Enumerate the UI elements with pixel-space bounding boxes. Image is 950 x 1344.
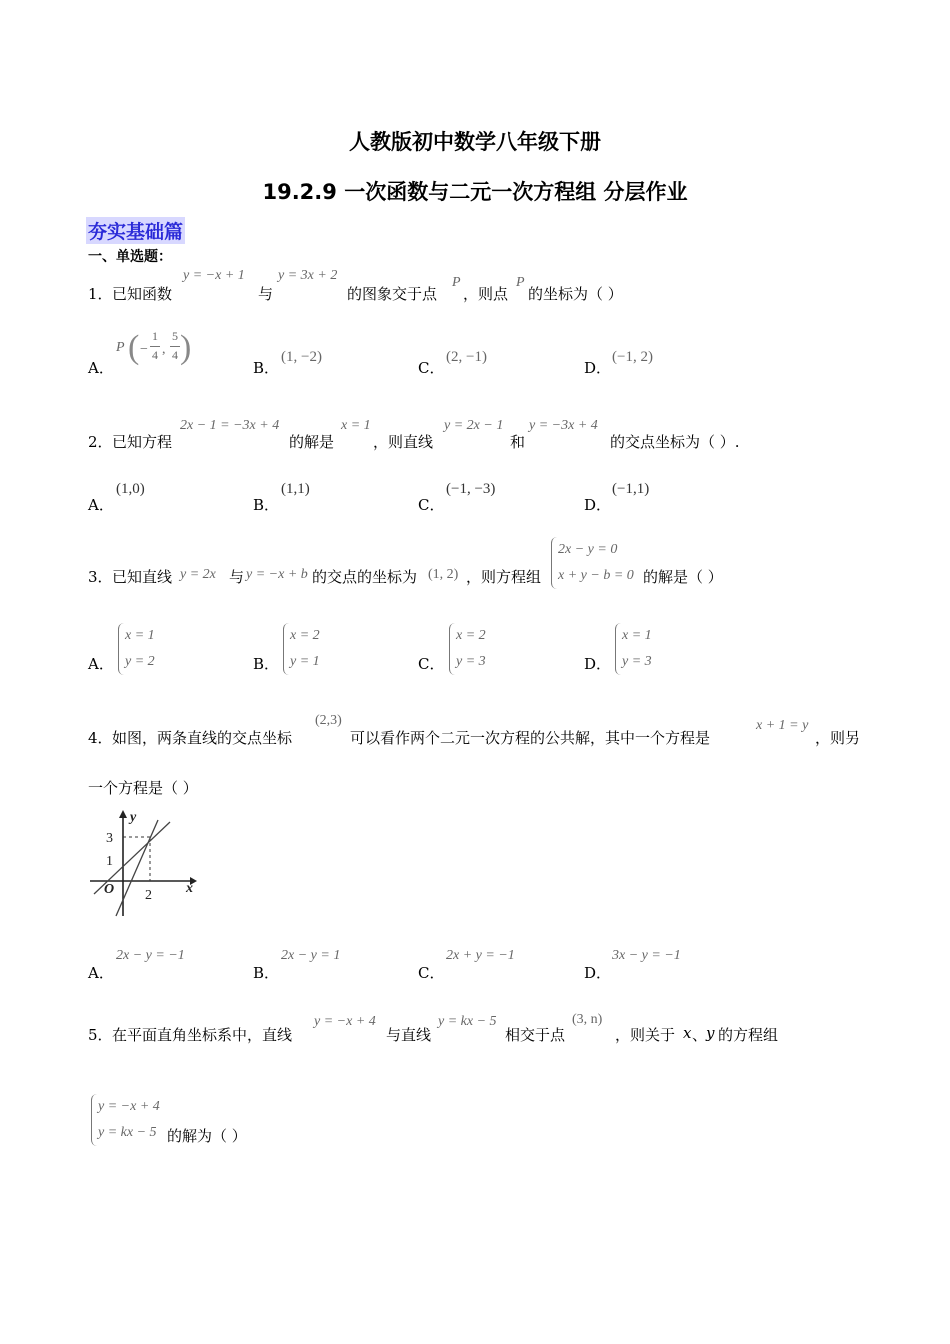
formula: y = −x + b bbox=[246, 567, 308, 582]
question-text: 与直线 bbox=[386, 1026, 432, 1044]
question-text: 相交于点 bbox=[505, 1026, 566, 1044]
question-text: 的坐标为（ ） bbox=[528, 285, 623, 303]
question-text: ，则另 bbox=[815, 729, 861, 747]
option-b-value: (1, −2) bbox=[281, 349, 322, 365]
question-number: 5． bbox=[88, 1026, 113, 1044]
option-d-value: (−1, 2) bbox=[612, 349, 653, 365]
option-label: D． bbox=[584, 359, 612, 377]
page-title: 人教版初中数学八年级下册 bbox=[349, 130, 601, 154]
question-text: ，则方程组 bbox=[466, 568, 542, 586]
formula: x = 1 bbox=[341, 418, 371, 433]
variable: x bbox=[683, 1024, 692, 1042]
option-a-value: x = 1 y = 2 bbox=[118, 623, 155, 675]
option-d-value: (−1,1) bbox=[612, 481, 650, 497]
graph-y-label: y bbox=[130, 810, 137, 825]
question-text: 可以看作两个二元一次方程的公共解，其中一个方程是 bbox=[350, 729, 711, 747]
question-text: 的交点的坐标为 bbox=[312, 568, 418, 586]
question-text: 的交点坐标为（ ）. bbox=[610, 433, 740, 451]
question-text: ，则关于 bbox=[615, 1026, 676, 1044]
question-number: 2． bbox=[88, 433, 113, 451]
graph-origin-label: O bbox=[104, 882, 115, 897]
formula: (2,3) bbox=[315, 713, 342, 728]
option-c-value: 2x + y = −1 bbox=[446, 948, 515, 963]
formula: y = 2x bbox=[180, 567, 216, 582]
option-label: D． bbox=[584, 964, 612, 982]
option-label: B． bbox=[253, 359, 280, 377]
option-label: D． bbox=[584, 655, 612, 673]
option-label: C． bbox=[418, 655, 445, 673]
formula: y = −x + 4 bbox=[314, 1014, 376, 1029]
option-label: B． bbox=[253, 964, 280, 982]
y-axis-arrow bbox=[119, 810, 127, 818]
option-b-value: x = 2 y = 1 bbox=[283, 623, 320, 675]
option-c-value: x = 2 y = 3 bbox=[449, 623, 486, 675]
option-c-value: (2, −1) bbox=[446, 349, 487, 365]
variable: y bbox=[706, 1024, 715, 1042]
option-label: C． bbox=[418, 496, 445, 514]
question-text: 的方程组 bbox=[718, 1026, 779, 1044]
question-text: ，则直线 bbox=[373, 433, 434, 451]
option-label: A． bbox=[88, 496, 114, 514]
formula: y = −x + 1 bbox=[183, 268, 245, 283]
formula: P bbox=[452, 275, 461, 290]
question-text: 已知方程 bbox=[112, 433, 173, 451]
option-d-value: x = 1 y = 3 bbox=[615, 623, 652, 675]
option-b-value: (1,1) bbox=[281, 481, 310, 497]
option-label: A． bbox=[88, 655, 114, 673]
question-text: 的解是 bbox=[289, 433, 335, 451]
question-number: 1． bbox=[88, 285, 113, 303]
formula: x + 1 = y bbox=[756, 718, 809, 733]
page-subtitle: 19.2.9 一次函数与二元一次方程组 分层作业 bbox=[262, 180, 688, 204]
question-text: 如图，两条直线的交点坐标 bbox=[112, 729, 293, 747]
question-number: 4． bbox=[88, 729, 113, 747]
equation-system: 2x − y = 0 x + y − b = 0 bbox=[551, 537, 634, 589]
option-label: D． bbox=[584, 496, 612, 514]
formula: y = −3x + 4 bbox=[529, 418, 598, 433]
option-label: B． bbox=[253, 496, 280, 514]
question-text: 在平面直角坐标系中，直线 bbox=[112, 1026, 293, 1044]
question-text: 的解为（ ） bbox=[167, 1127, 247, 1145]
formula: 2x − 1 = −3x + 4 bbox=[180, 418, 280, 433]
question-text: ，则点 bbox=[463, 285, 509, 303]
section-heading: 夯实基础篇 bbox=[86, 217, 185, 244]
graph-tick-3: 3 bbox=[106, 831, 113, 846]
formula: y = 2x − 1 bbox=[444, 418, 504, 433]
separator: 、 bbox=[692, 1026, 708, 1044]
option-label: C． bbox=[418, 359, 445, 377]
question-text: 已知函数 bbox=[112, 285, 173, 303]
question-text: 已知直线 bbox=[112, 568, 173, 586]
graph-tick-2: 2 bbox=[145, 888, 152, 903]
option-label: C． bbox=[418, 964, 445, 982]
formula: y = 3x + 2 bbox=[278, 268, 338, 283]
equation-system: y = −x + 4 y = kx − 5 bbox=[91, 1094, 160, 1146]
question-text: 与 bbox=[229, 568, 245, 586]
option-b-value: 2x − y = 1 bbox=[281, 948, 341, 963]
option-label: B． bbox=[253, 655, 280, 673]
option-c-value: (−1, −3) bbox=[446, 481, 496, 497]
formula: (1, 2) bbox=[428, 567, 459, 582]
option-label: A． bbox=[88, 359, 114, 377]
graph-figure bbox=[86, 808, 198, 920]
option-a-value: (1,0) bbox=[116, 481, 145, 497]
option-label: A． bbox=[88, 964, 114, 982]
question-text: 的图象交于点 bbox=[347, 285, 438, 303]
question-text: 和 bbox=[510, 433, 526, 451]
option-a-value: 2x − y = −1 bbox=[116, 948, 185, 963]
formula: (3, n) bbox=[572, 1012, 603, 1027]
option-d-value: 3x − y = −1 bbox=[612, 948, 681, 963]
question-text: 的解是（ ） bbox=[643, 568, 723, 586]
part-heading: 一、单选题： bbox=[88, 249, 172, 265]
formula: P bbox=[516, 275, 525, 290]
question-number: 3． bbox=[88, 568, 113, 586]
graph-x-label: x bbox=[186, 881, 193, 896]
question-text: 一个方程是（ ） bbox=[88, 779, 198, 797]
graph-tick-1: 1 bbox=[106, 854, 113, 869]
question-text: 与 bbox=[258, 285, 274, 303]
formula: y = kx − 5 bbox=[438, 1014, 497, 1029]
